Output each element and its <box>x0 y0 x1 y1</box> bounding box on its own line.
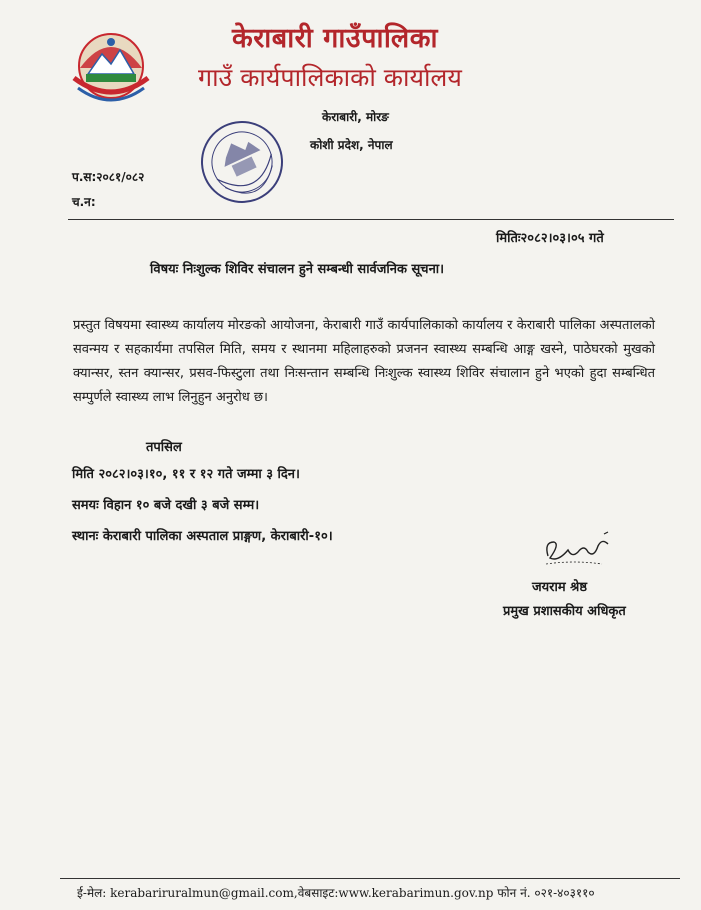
detail-date: मिति २०८२।०३।१०, ११ र १२ गते जम्मा ३ दिन। <box>72 467 300 482</box>
notice-date: मितिः२०८२।०३।०५ गते <box>496 231 604 246</box>
reference-number: प.स:२०८१/०८२ <box>72 170 145 184</box>
notice-body: प्रस्तुत विषयमा स्वास्थ्य कार्यालय मोरङको आयोजना, केराबारी गाउँ कार्यपालिकाको कार्यालय र केराबारी पालिका अस्पतालको सवन्मय र सहकार्यमा तपसिल मिति, समय र स्थानमा महिलाहरुको प्रजनन स्वास्थ्य सम्बन्धि आङ्ग खस्ने, पाठेघरको मुखको क्यान्सर, स्तन क्यान्सर, प्रसव-फिस्टुला तथा निःसन्तान सम्बन्धि निःशुल्क स्वास्थ्य शिविर संचालान हुने भएको हुदा सम्बन्धित सम्पुर्णले स्वास्थ्य लाभ लिनुहुन अनुरोध छ। <box>73 318 655 405</box>
notice-subject: विषयः निःशुल्क शिविर संचालन हुने सम्बन्धी सार्वजनिक सूचना। <box>150 262 445 277</box>
phone-label: फोन नं. <box>497 886 531 900</box>
address-line-2: कोशी प्रदेश, नेपाल <box>310 138 393 152</box>
website-link[interactable]: www.kerabarimun.gov.np <box>338 886 494 900</box>
address-line-1: केराबारी, मोरङ <box>322 110 389 124</box>
phone-number: ०२१-४०३११० <box>534 886 595 900</box>
signatory-name: जयराम श्रेष्ठ <box>532 580 588 595</box>
website-label: वेबसाइट: <box>297 886 339 900</box>
signature-scribble <box>538 528 618 572</box>
nepal-emblem-logo <box>66 28 156 108</box>
dispatch-number: च.न: <box>72 195 96 209</box>
email-label: ई-मेल: <box>77 886 107 900</box>
signatory-title: प्रमुख प्रशासकीय अधिकृत <box>503 604 626 619</box>
details-heading: तपसिल <box>146 440 182 455</box>
footer-contact <box>77 884 595 901</box>
office-name: केराबारी गाउँपालिका <box>232 23 438 54</box>
detail-place: स्थानः केराबारी पालिका अस्पताल प्राङ्गण, केराबारी-१०। <box>72 529 333 544</box>
header-divider <box>68 219 674 220</box>
footer-divider <box>60 878 680 879</box>
office-stamp <box>192 112 292 212</box>
office-subtitle: गाउँ कार्यपालिकाको कार्यालय <box>198 63 462 92</box>
email-link[interactable]: kerabariruralmun@gmail.com, <box>110 886 298 900</box>
detail-time: समयः विहान १० बजे दखी ३ बजे सम्म। <box>72 498 260 513</box>
